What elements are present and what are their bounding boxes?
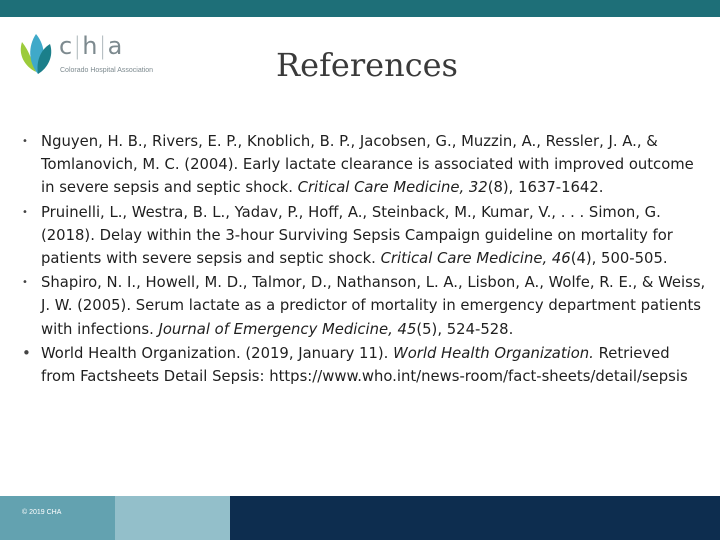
reference-text: Shapiro, N. I., Howell, M. D., Talmor, D., Nathanson, L. A., Lisbon, A., Wolfe, R. E., & Weiss, J. W. (2005). Serum lactate as a predictor of mortality in emergency department patients with infections. [41, 274, 706, 338]
bullet-icon: • [22, 343, 31, 362]
reference-issue: (5), 524-528. [416, 320, 514, 338]
reference-issue: (8), 1637-1642. [487, 179, 604, 197]
footer-bar [0, 496, 720, 540]
reference-item [22, 201, 707, 271]
copyright-text: © 2019 CHA [22, 509, 62, 516]
footer-block-left [0, 496, 115, 540]
top-banner [0, 0, 720, 17]
reference-issue: (4), 500-505. [570, 250, 668, 268]
logo-wordmark: c|h|a [59, 32, 124, 60]
reference-note: Retrieved from Factsheets Detail Sepsis: https://www.who.int/news-room/fact-sheets/detail/sepsis [41, 344, 688, 386]
footer-block-right [230, 496, 720, 540]
leaf-logo-icon [16, 32, 56, 76]
reference-journal: Critical Care Medicine, 46 [380, 250, 571, 268]
bullet-icon: • [22, 136, 28, 147]
reference-journal: World Health Organization. [393, 344, 594, 362]
bullet-icon: • [22, 277, 28, 289]
reference-list [22, 130, 707, 389]
footer-block-middle [115, 496, 230, 540]
reference-item [22, 130, 707, 200]
logo-subtitle: Colorado Hospital Association [60, 67, 153, 74]
bullet-icon: • [22, 206, 28, 218]
reference-text: World Health Organization. (2019, January 11). [41, 344, 394, 362]
page-title: References [276, 46, 458, 84]
reference-journal: Journal of Emergency Medicine, 45 [158, 320, 417, 338]
reference-text: Pruinelli, L., Westra, B. L., Yadav, P., Hoff, A., Steinback, M., Kumar, V., . . . Simon, G. (2018). Delay within the 3-hour Surviving Sepsis Campaign guideline on mortality for patients with severe sepsis and septic shock. [41, 203, 673, 268]
reference-journal: Critical Care Medicine, 32 [297, 179, 488, 197]
reference-item [22, 342, 707, 388]
cha-logo [16, 30, 166, 78]
reference-item [22, 271, 707, 341]
reference-text: Nguyen, H. B., Rivers, E. P., Knoblich, B. P., Jacobsen, G., Muzzin, A., Ressler, J. A., & Tomlanovich, M. C. (2004). Early lactate clearance is associated with improved outcome in severe sepsis and septic shock. [41, 133, 694, 197]
